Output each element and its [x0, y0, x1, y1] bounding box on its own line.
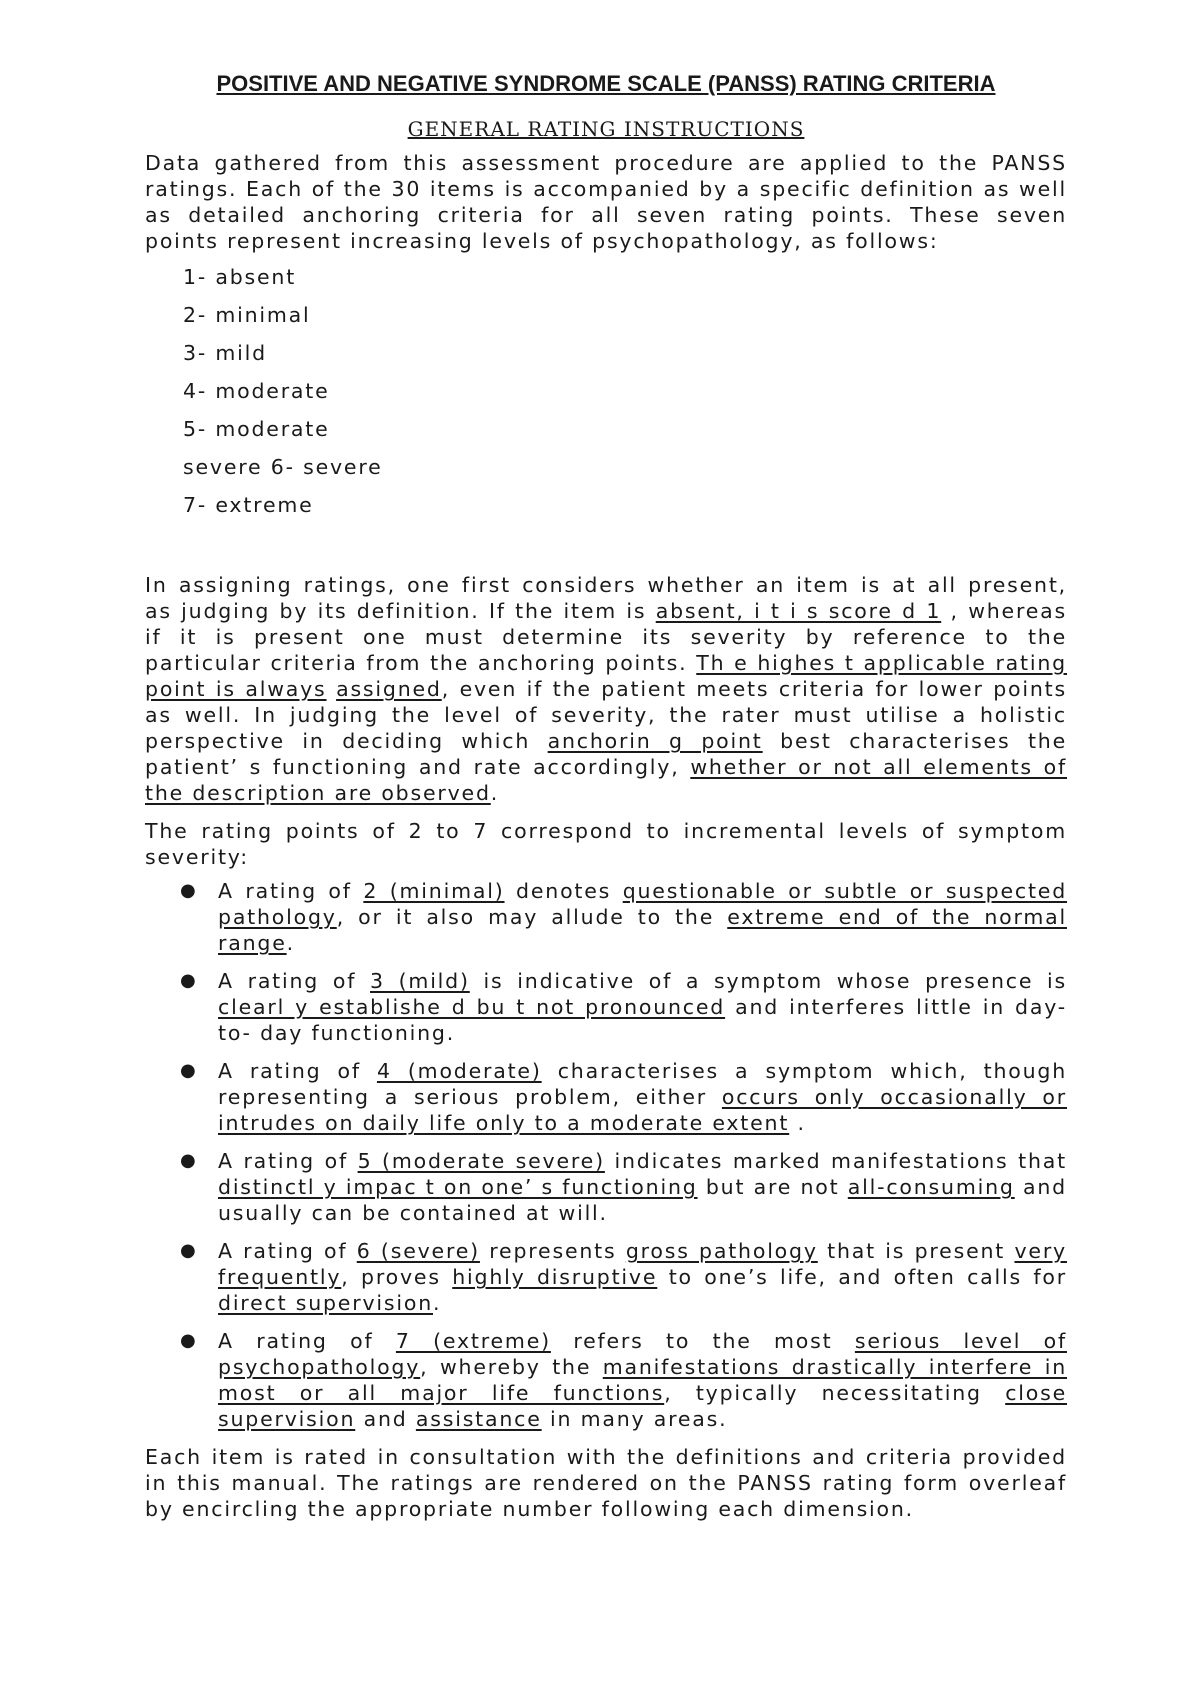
underlined-text: distinctl y impac t on one’ s functioning [218, 1175, 698, 1199]
text-run: A rating of [218, 1239, 357, 1263]
underlined-text: pathology [218, 905, 337, 929]
text-run: , proves [341, 1265, 453, 1289]
rating-level-item: 3- mild [183, 341, 267, 365]
underlined-text: gross pathology [625, 1239, 818, 1263]
severity-bullet-item [145, 1238, 1067, 1316]
text-run: . [433, 1291, 442, 1315]
document-page [145, 70, 1067, 1522]
rating-level-item: 2- minimal [183, 303, 311, 327]
underlined-text: extreme end of the normal [727, 905, 1067, 929]
text-run: refers to the most [550, 1329, 855, 1353]
text-run: characterises a symptom which, though representing a serious problem, either [218, 1059, 1067, 1109]
rating-levels-list [145, 264, 1067, 530]
underlined-text: Th e highes t applicable rating point is always [145, 651, 1067, 701]
underlined-text: 4 (moderate) [376, 1059, 542, 1083]
text-run: , whereby the [420, 1355, 603, 1379]
underlined-text: 6 (severe) [356, 1239, 480, 1263]
text-run: In assigning ratings, one first considers whether an item is at all present, as judging by its definition. If the item is [145, 573, 1067, 623]
rating-level-item: severe 6- severe [183, 455, 383, 479]
bullet-icon: ● [180, 970, 196, 991]
severity-bullet-item [145, 1328, 1067, 1432]
underlined-text: questionable or subtle or suspected [622, 879, 1068, 903]
underlined-text: occurs only occasionally or intrudes on daily life only to a moderate extent [218, 1085, 1067, 1135]
text-run: denotes [504, 879, 623, 903]
underlined-text: assigned [336, 677, 442, 701]
underlined-text: 2 (minimal) [363, 879, 505, 903]
text-run: to one’s life, and often calls for [657, 1265, 1067, 1289]
underlined-text: frequently [218, 1265, 342, 1289]
underlined-text: supervision [218, 1407, 356, 1431]
severity-bullet-item [145, 1058, 1067, 1136]
underlined-text: whether or not all elements of the description are observed [145, 755, 1067, 805]
underlined-text: clearl y establishe d bu t not pronounced [218, 995, 726, 1019]
bullet-icon: ● [180, 1330, 196, 1351]
closing-paragraph: Each item is rated in consultation with the definitions and criteria provided in this manual. The ratings are rendered on the PANSS rating form overleaf by encircling the appropriate number following each dimension. [145, 1445, 1067, 1521]
assigning-ratings-paragraph [145, 572, 1067, 806]
text-run: but are not [697, 1175, 848, 1199]
underlined-text: 5 (moderate severe) [357, 1149, 605, 1173]
severity-bullet-item [145, 1148, 1067, 1226]
severity-bullet-item [145, 878, 1067, 956]
text-run: and usually can be contained at will. [218, 1175, 1067, 1225]
bullet-icon: ● [180, 1060, 196, 1081]
rating-level-item: 5- moderate [183, 417, 330, 441]
text-run: . [286, 931, 295, 955]
text-run: , typically necessitating [664, 1381, 1006, 1405]
underlined-text: range [218, 931, 287, 955]
spacer [145, 530, 1067, 572]
bullet-icon: ● [180, 880, 196, 901]
text-run: in many areas. [541, 1407, 728, 1431]
text-run: and interferes little in day-to- day functioning. [218, 995, 1067, 1045]
underlined-text: direct supervision [218, 1291, 433, 1315]
text-run: A rating of [218, 1329, 396, 1353]
underlined-text: serious level of psychopathology [218, 1329, 1067, 1379]
underlined-text: very [1014, 1239, 1067, 1263]
text-run: that is present [817, 1239, 1015, 1263]
rating-level-item: 7- extreme [183, 493, 314, 517]
text-run: A rating of [218, 879, 364, 903]
underlined-text: highly disruptive [452, 1265, 658, 1289]
text-run: . [789, 1111, 806, 1135]
text-run [327, 677, 337, 701]
underlined-text: most or all major life functions [218, 1381, 665, 1405]
underlined-text: absent, i t i s score d 1 [655, 599, 942, 623]
underlined-text: close [1005, 1381, 1067, 1405]
underlined-text: manifestations drastically interfere in [602, 1355, 1067, 1379]
severity-bullet-list [145, 878, 1067, 1432]
rating-points-intro: The rating points of 2 to 7 correspond to incremental levels of symptom severity: [145, 819, 1067, 869]
text-run: , even if the patient meets criteria for lower points as well. In judging the level of severity, the rater must utilise a holistic perspective in deciding which [145, 677, 1067, 753]
underlined-text: assistance [415, 1407, 542, 1431]
rating-level-item: 1- absent [183, 265, 297, 289]
section-heading: GENERAL RATING INSTRUCTIONS [407, 117, 805, 141]
bullet-icon: ● [180, 1240, 196, 1261]
text-run: best characterises the patient’ s functioning and rate accordingly, [145, 729, 1067, 779]
underlined-text: anchorin g point [547, 729, 763, 753]
severity-bullet-item [145, 968, 1067, 1046]
text-run: and [355, 1407, 416, 1431]
intro-paragraph: Data gathered from this assessment procedure are applied to the PANSS ratings. Each of the 30 items is accompanied by a specific definition as well as detailed anchoring criteria for all seven rating points. These seven points represent increasing levels of psychopathology, as follows: [145, 151, 1067, 253]
underlined-text: all-consuming [847, 1175, 1015, 1199]
text-run: represents [479, 1239, 626, 1263]
rating-level-item: 4- moderate [183, 379, 330, 403]
text-run: indicates marked manifestations that [604, 1149, 1067, 1173]
text-run: . [490, 781, 500, 805]
underlined-text: 7 (extreme) [395, 1329, 551, 1353]
text-run: A rating of [218, 1149, 358, 1173]
page-title: POSITIVE AND NEGATIVE SYNDROME SCALE (PANSS) RATING CRITERIA [216, 71, 996, 96]
text-run: A rating of [218, 1059, 377, 1083]
bullet-icon: ● [180, 1150, 196, 1171]
text-run: A rating of [218, 969, 371, 993]
text-run: , or it also may allude to the [336, 905, 728, 929]
text-run: is indicative of a symptom whose presence is [469, 969, 1068, 993]
text-run: , whereas if it is present one must determine its severity by reference to the particular criteria from the anchoring points. [145, 599, 1067, 675]
underlined-text: 3 (mild) [370, 969, 470, 993]
